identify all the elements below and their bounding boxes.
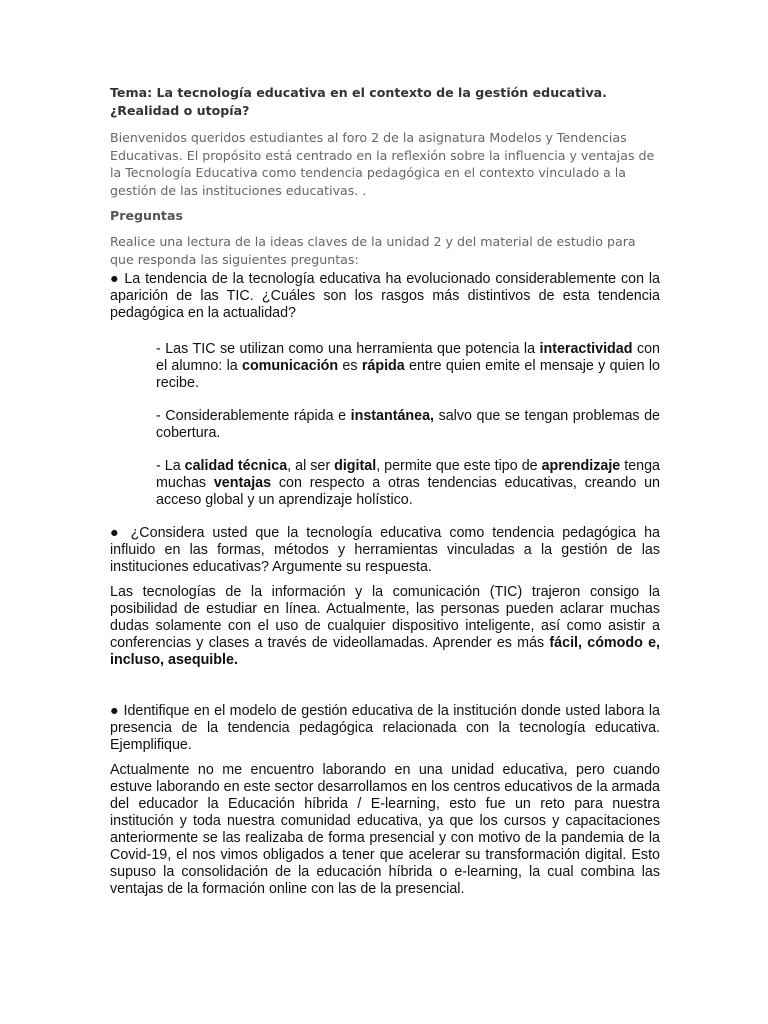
keyword-calidad-tecnica: calidad técnica bbox=[184, 458, 288, 474]
forum-intro-paragraph: Bienvenidos queridos estudiantes al foro 2 de la asignatura Modelos y Tendencias Educativas. El propósito está centrado en la reflexión sobre la influencia y ventajas de la Tecnología Educativa como tendencia pedagógica en el contexto vinculado a la gestión de las instituciones educativas. . bbox=[110, 130, 655, 198]
answer-2-paragraph: Las tecnologías de la información y la comunicación (TIC) trajeron consigo la posibilidad de estudiar en línea. Actualmente, las personas pueden aclarar muchas dudas solamente con el uso de cualquier dispositivo inteligente, así como asistir a conferencias y clases a través de videollamadas. Aprender es más fácil, cómodo e, incluso, asequible. bbox=[110, 584, 660, 668]
keyword-facil-comodo-asequible: fácil, cómodo e, incluso, asequible. bbox=[110, 635, 660, 668]
question-2: ● ¿Considera usted que la tecnología educativa como tendencia pedagógica ha influido en las formas, métodos y herramientas vinculadas a la gestión de las instituciones educativas? Argumente su respuesta. bbox=[110, 525, 660, 575]
document-body bbox=[110, 84, 660, 898]
question-1: ● La tendencia de la tecnología educativa ha evolucionado considerablemente con la aparición de las TIC. ¿Cuáles son los rasgos más distintivos de esta tendencia pedagógica en la actualidad? bbox=[110, 271, 660, 321]
keyword-rapida: rápida bbox=[361, 358, 405, 374]
keyword-digital: digital bbox=[334, 458, 377, 474]
answer-1-item-2: - Considerablemente rápida e instantánea, salvo que se tengan problemas de cobertura. bbox=[156, 408, 660, 441]
answer-1-item-1: - Las TIC se utilizan como una herramienta que potencia la interactividad con el alumno: la comunicación es rápida entre quien emite el mensaje y quien lo recibe. bbox=[156, 341, 661, 391]
answer-1-list bbox=[156, 341, 660, 509]
keyword-instantanea: instantánea, bbox=[350, 408, 435, 424]
answer-1-item-3: - La calidad técnica, al ser digital, permite que este tipo de aprendizaje tenga muchas ventajas con respecto a otras tendencias educativas, creando un acceso global y un aprendizaje holístico. bbox=[156, 458, 661, 508]
keyword-comunicacion: comunicación bbox=[242, 358, 339, 374]
question-3: ● Identifique en el modelo de gestión educativa de la institución donde usted labora la presencia de la tendencia pedagógica relacionada con la tecnología educativa. Ejemplifique. bbox=[110, 703, 660, 753]
forum-topic-title: Tema: La tecnología educativa en el contexto de la gestión educativa. ¿Realidad o utopía? bbox=[110, 85, 607, 118]
answer-3-paragraph: Actualmente no me encuentro laborando en una unidad educativa, pero cuando estuve laborando en este sector desarrollamos en los centros educativos de la armada del educador la Educación híbrida / E-learning, esto fue un reto para nuestra institución y toda nuestra comunidad educativa, ya que los cursos y capacitaciones anteriormente se las realizaba de forma presencial y con motivo de la pandemia de la Covid-19, el nos vimos obligados a tener que acelerar su transformación digital. Esto supuso la consolidación de la educación híbrida o e-learning, la cual combina las ventajas de la formación online con las de la presencial. bbox=[110, 762, 660, 897]
keyword-interactividad: interactividad bbox=[539, 341, 633, 357]
instructions-paragraph: Realice una lectura de la ideas claves de la unidad 2 y del material de estudio para que responda las siguientes preguntas: bbox=[110, 234, 636, 267]
keyword-aprendizaje: aprendizaje bbox=[541, 458, 621, 474]
questions-heading: Preguntas bbox=[110, 208, 183, 223]
keyword-ventajas: ventajas bbox=[213, 475, 272, 491]
